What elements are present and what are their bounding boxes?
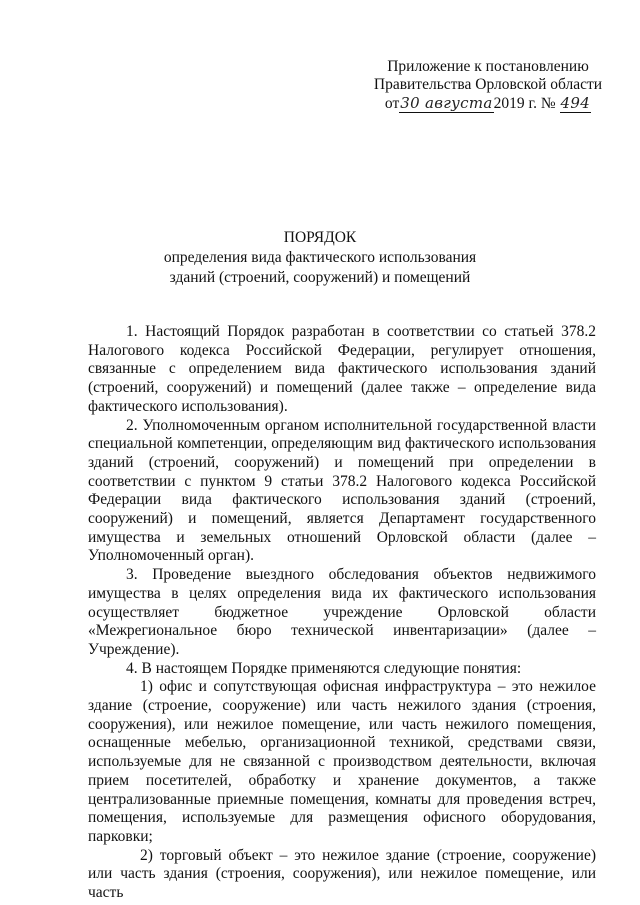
title-heading: ПОРЯДОК (283, 229, 357, 246)
paragraph-2: 2. Уполномоченным органом исполнительной государственной власти специальной компетенции, определяющим вид фактического использования зданий (строений, сооружений) и помещений при определении в соответствии с пунктом 9 статьи 378.2 Налогового кодекса Российской Федерации вида фактического использования зданий (строений, сооружений) и помещений, является Департамент государственного имущества и земельных отношений Орловской области (далее – Уполномоченный орган). (88, 416, 596, 565)
definition-1: 1) офис и сопутствующая офисная инфраструктура – это нежилое здание (строение, сооружение) или часть нежилого здания (строения, сооружения), или нежилое помещение, или часть нежилого помещения, оснащенные мебелью, организационной техникой, средствами связи, используемые для не связанной с производством деятельности, включая прием посетителей, обработку и хранение документов, а также централизованные приемные помещения, комнаты для проведения встреч, помещения, используемые для размещения офисного оборудования, парковки; (88, 678, 596, 845)
paragraph-1: 1. Настоящий Порядок разработан в соответствии со статьей 378.2 Налогового кодекса Российской Федерации, регулирует отношения, связанные с определением вида фактического использования зданий (строений, сооружений) и помещений (далее также – определение вида фактического использования). (88, 323, 596, 415)
date-prefix: от (384, 95, 400, 112)
handwritten-date: 30 августа (400, 94, 493, 112)
header-line-1: Приложение к постановлению (387, 58, 589, 75)
year-text: 2019 г. № (493, 95, 556, 112)
document-title (0, 228, 640, 288)
handwritten-number: 494 (560, 94, 591, 112)
title-line-3: зданий (строений, сооружений) и помещений (169, 269, 471, 286)
document-header (368, 58, 608, 113)
header-date-line (368, 94, 608, 113)
title-line-2: определения вида фактического использования (163, 249, 477, 266)
header-line-2: Правительства Орловской области (373, 76, 603, 93)
document-body (88, 323, 596, 903)
definition-2: 2) торговый объект – это нежилое здание (строение, сооружение) или часть здания (строения, сооружения), или нежилое помещение, или часть (88, 846, 596, 902)
paragraph-3: 3. Проведение выездного обследования объектов недвижимого имущества в целях определения вида их фактического использования осуществляет бюджетное учреждение Орловской области «Межрегиональное бюро технической инвентаризации» (далее – Учреждение). (88, 566, 596, 658)
paragraph-4: 4. В настоящем Порядке применяются следующие понятия: (126, 659, 522, 677)
